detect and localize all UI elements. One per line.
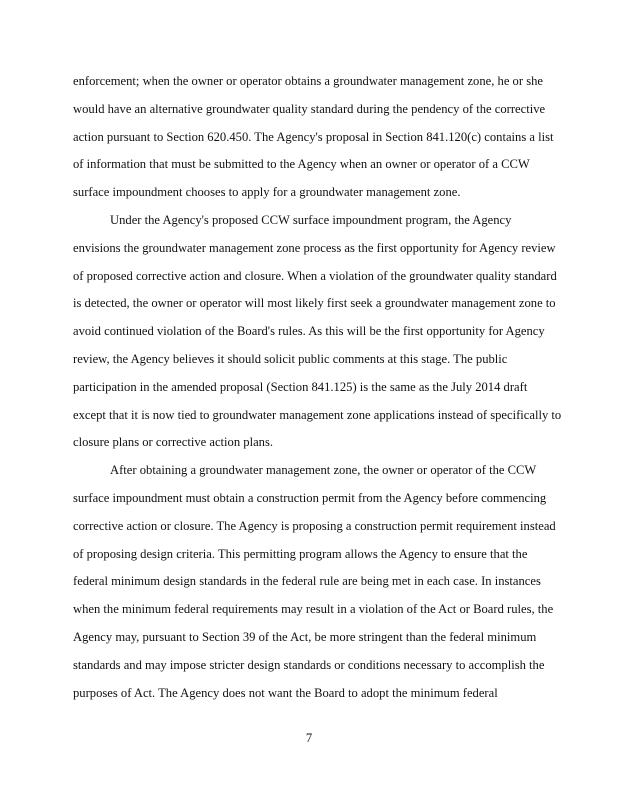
paragraph-2 — [73, 207, 603, 457]
text-line: surface impoundment chooses to apply for a groundwater management zone. — [73, 185, 461, 200]
text-line: purposes of Act. The Agency does not want the Board to adopt the minimum federal — [73, 685, 498, 700]
text-line-indented: Under the Agency's proposed CCW surface impoundment program, the Agency — [110, 212, 512, 227]
paragraph-3 — [73, 457, 603, 707]
text-line: enforcement; when the owner or operator obtains a groundwater management zone, he or she — [73, 74, 543, 88]
text-line: is detected, the owner or operator will most likely first seek a groundwater management zone to — [73, 296, 556, 311]
text-line: closure plans or corrective action plans. — [73, 435, 274, 450]
text-line: surface impoundment must obtain a construction permit from the Agency before commencing — [73, 490, 547, 505]
paragraph-1 — [73, 68, 603, 207]
text-line: Agency may, pursuant to Section 39 of the Act, be more stringent than the federal minimum — [73, 629, 537, 644]
page-number: 7 — [305, 731, 313, 745]
body-text — [73, 68, 603, 707]
text-line: avoid continued violation of the Board's rules. As this will be the first opportunity for Agency — [73, 324, 545, 339]
text-line: when the minimum federal requirements may result in a violation of the Act or Board rules, the — [73, 602, 554, 617]
text-line: review, the Agency believes it should solicit public comments at this stage. The public — [73, 351, 508, 366]
text-line: federal minimum design standards in the federal rule are being met in each case. In instances — [73, 574, 541, 589]
text-line: would have an alternative groundwater quality standard during the pendency of the corrective — [73, 101, 546, 116]
text-line: envisions the groundwater management zone process as the first opportunity for Agency review — [73, 240, 556, 255]
text-line: participation in the amended proposal (Section 841.125) is the same as the July 2014 draft — [73, 379, 528, 394]
text-line: of proposed corrective action and closure. When a violation of the groundwater quality standard — [73, 268, 557, 283]
text-line-indented: After obtaining a groundwater management zone, the owner or operator of the CCW — [110, 463, 537, 478]
text-line: of information that must be submitted to the Agency when an owner or operator of a CCW — [73, 157, 530, 172]
text-line: standards and may impose stricter design standards or conditions necessary to accomplish the — [73, 657, 545, 672]
text-line: action pursuant to Section 620.450. The Agency's proposal in Section 841.120(c) contains a list — [73, 129, 554, 144]
text-line: of proposing design criteria. This permitting program allows the Agency to ensure that the — [73, 546, 528, 561]
text-line: corrective action or closure. The Agency is proposing a construction permit requirement instead — [73, 518, 556, 533]
text-line: except that it is now tied to groundwater management zone applications instead of specifically to — [73, 407, 562, 422]
